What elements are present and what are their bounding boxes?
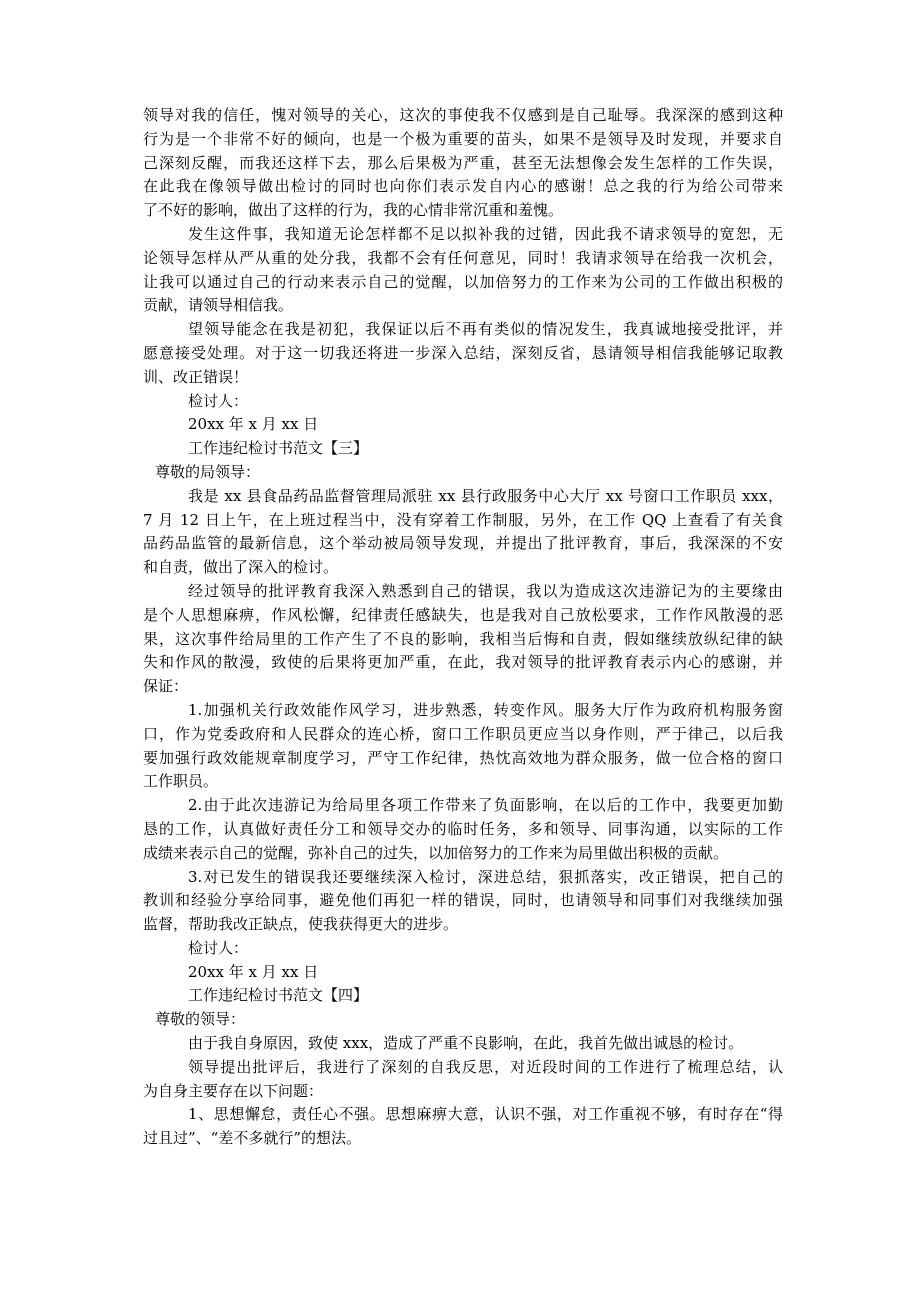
text-line: 在此我在像领导做出检讨的同时也向你们表示发自内心的感谢！总之我的行为给公司带来	[143, 177, 783, 196]
salutation: 尊敬的局领导：	[155, 462, 261, 481]
text-line: 成绩来表示自己的觉醒，弥补自己的过失，以加倍努力的工作来为局里做出积极的贡献。	[143, 843, 729, 862]
text-line: 工作职员。	[143, 772, 219, 791]
text-line: 愿意接受处理。对于这一切我还将进一步深入总结，深刻反省，恳请领导相信我能够记取教	[143, 343, 783, 362]
document-body	[143, 104, 783, 1151]
date-line: 20xx 年 x 月 xx 日	[188, 415, 319, 434]
text-line: 3.对已发生的错误我还要继续深入检讨，深进总结，狠抓落实，改正错误，把自己的	[188, 867, 783, 886]
signature-label: 检讨人：	[188, 938, 249, 957]
text-line: 品药品监管的最新信息，这个举动被局领导发现，并提出了批评教育，事后，我深深的不安	[143, 534, 783, 553]
text-line: 己深刻反醒，而我还这样下去，那么后果极为严重，甚至无法想像会发生怎样的工作失误，	[143, 153, 783, 172]
text-line: 领导提出批评后，我进行了深刻的自我反思，对近段时间的工作进行了梳理总结，认	[188, 1057, 783, 1076]
text-line: 是个人思想麻痹，作风松懈，纪律责任感缺失，也是我对自己放松要求，工作作风散漫的恶	[143, 605, 783, 624]
section-title: 工作违纪检讨书范文【四】	[188, 986, 369, 1005]
text-line: 经过领导的批评教育我深入熟悉到自己的错误，我以为造成这次违游记为的主要缘由	[188, 581, 783, 600]
text-line: 让我可以通过自己的行动来表示自己的觉醒，以加倍努力的工作来为公司的工作做出积极的	[143, 272, 783, 291]
text-line: 口，作为党委政府和人民群众的连心桥，窗口工作职员更应当以身作则，严于律己，以后我	[143, 724, 783, 743]
text-line: 贡献，请领导相信我。	[143, 296, 294, 315]
text-line: 和自责，做出了深入的检讨。	[143, 558, 339, 577]
text-line: 过且过”、“差不多就行”的想法。	[143, 1129, 362, 1148]
text-line: 教训和经验分享给同事，避免他们再犯一样的错误，同时，也请领导和同事们对我继续加强	[143, 891, 783, 910]
text-line: 训、改正错误！	[143, 367, 249, 386]
date-line: 20xx 年 x 月 xx 日	[188, 962, 319, 981]
text-line: 2.由于此次违游记为给局里各项工作带来了负面影响，在以后的工作中，我要更加勤	[188, 796, 783, 815]
text-line: 行为是一个非常不好的倾向，也是一个极为重要的苗头，如果不是领导及时发现，并要求自	[143, 129, 783, 148]
text-line: 失和作风的散漫，致使的后果将更加严重，在此，我对领导的批评教育表示内心的感谢，并	[143, 653, 783, 672]
text-line: 监督，帮助我改正缺点，使我获得更大的进步。	[143, 915, 459, 934]
text-line: 果，这次事件给局里的工作产生了不良的影响，我相当后悔和自责，假如继续放纵纪律的缺	[143, 629, 783, 648]
text-line: 我是 xx 县食品药品监督管理局派驻 xx 县行政服务中心大厅 xx 号窗口工作职员 xxx，	[188, 486, 783, 505]
signature-label: 检讨人：	[188, 391, 249, 410]
section-title: 工作违纪检讨书范文【三】	[188, 439, 369, 458]
text-line: 发生这件事，我知道无论怎样都不足以拟补我的过错，因此我不请求领导的宽恕，无	[188, 224, 783, 243]
text-line: 论领导怎样从严从重的处分我，我都不会有任何意见，同时！我请求领导在给我一次机会，	[143, 248, 783, 267]
text-line: 要加强行政效能规章制度学习，严守工作纪律，热忱高效地为群众服务，做一位合格的窗口	[143, 748, 783, 767]
text-line: 了不好的影响，做出了这样的行为，我的心情非常沉重和羞愧。	[143, 201, 564, 220]
text-line: 为自身主要存在以下问题：	[143, 1081, 324, 1100]
text-line: 1.加强机关行政效能作风学习，进步熟悉，转变作风。服务大厅作为政府机构服务窗	[188, 700, 783, 719]
text-line: 望领导能念在我是初犯，我保证以后不再有类似的情况发生，我真诚地接受批评，并	[188, 320, 783, 339]
text-line: 保证：	[143, 677, 189, 696]
text-line: 领导对我的信任，愧对领导的关心，这次的事使我不仅感到是自己耻辱。我深深的感到这种	[143, 106, 783, 124]
salutation: 尊敬的领导：	[155, 1010, 246, 1029]
text-line: 恳的工作，认真做好责任分工和领导交办的临时任务，多和领导、同事沟通，以实际的工作	[143, 819, 783, 838]
text-line: 由于我自身原因，致使 xxx，造成了严重不良影响，在此，我首先做出诚恳的检讨。	[188, 1034, 744, 1053]
text-line: 7 月 12 日上午，在上班过程当中，没有穿着工作制服，另外，在工作 QQ 上查看了有关食	[143, 510, 783, 529]
text-line: 1、思想懈怠，责任心不强。思想麻痹大意，认识不强，对工作重视不够，有时存在“得	[188, 1105, 783, 1124]
